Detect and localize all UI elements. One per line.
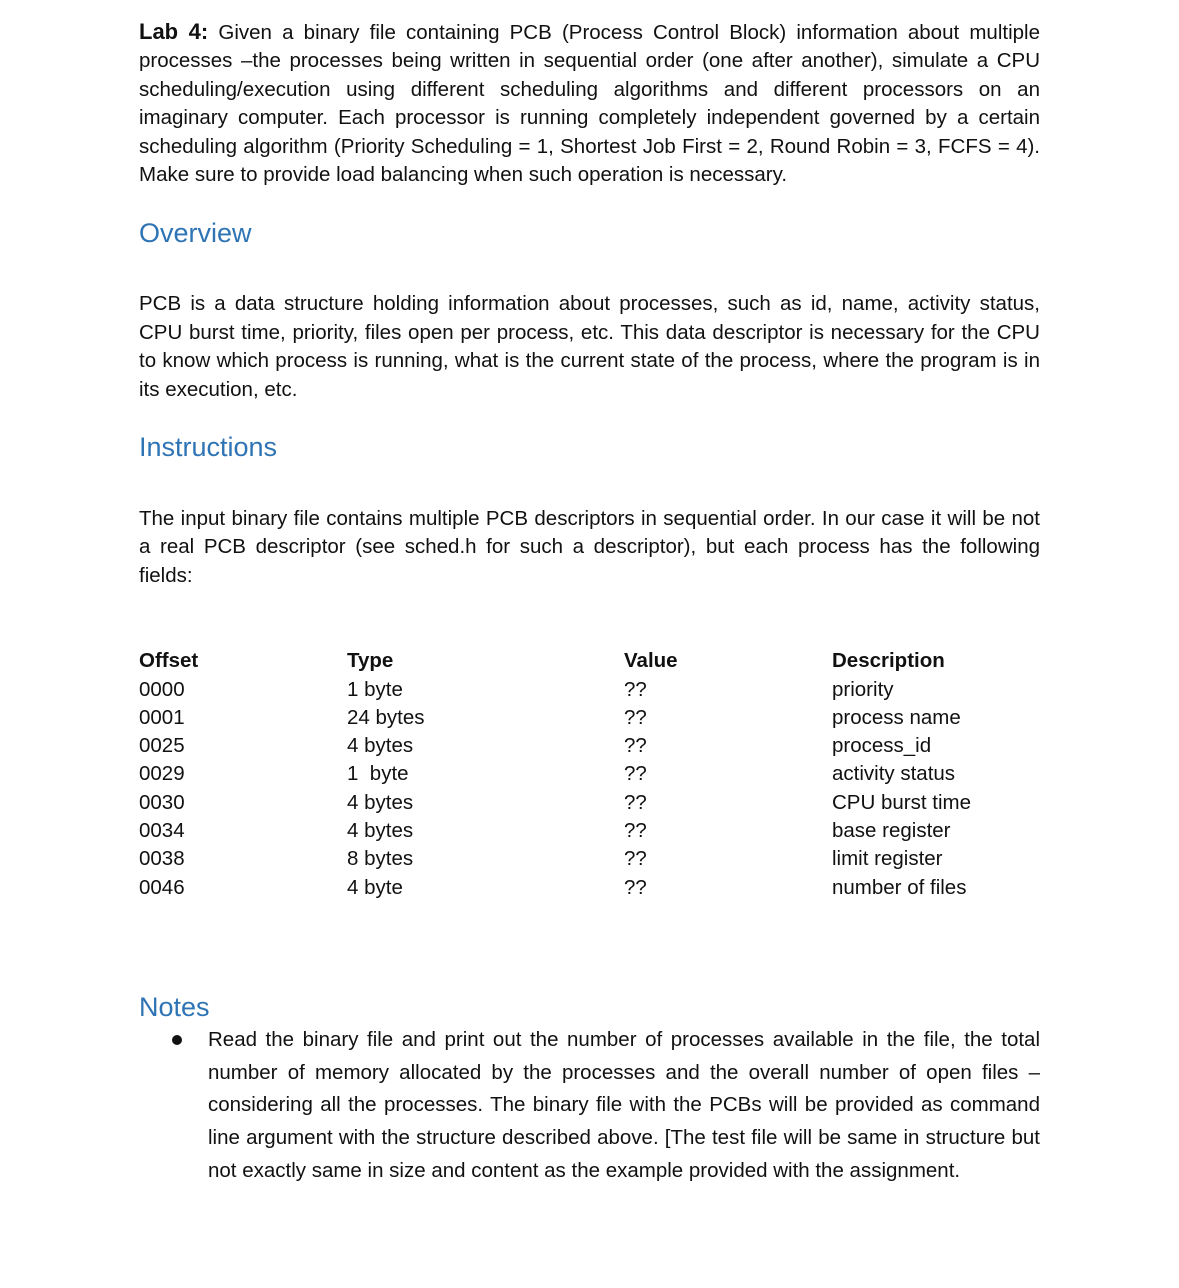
table-row: [139, 817, 1040, 845]
cell-value: ??: [624, 677, 647, 701]
instructions-paragraph: The input binary file contains multiple PCB descriptors in sequential order. In our case it will be not a real PCB descriptor (see sched.h for such a descriptor), but each process has the following fields:: [139, 507, 1040, 587]
cell-type: 4 bytes: [347, 790, 414, 814]
intro-text: Given a binary file containing PCB (Process Control Block) information about multiple processes –the processes being written in sequential order (one after another), simulate a CPU scheduling/execution using different scheduling algorithms and different processors on an imaginary computer. Each processor is running completely independent governed by a certain scheduling algorithm (Priority Scheduling = 1, Shortest Job First = 2, Round Robin = 3, FCFS = 4). Make sure to provide load balancing when such operation is necessary.: [139, 21, 1040, 187]
cell-value: ??: [624, 762, 647, 786]
note-text: Read the binary file and print out the number of processes available in the file, the total number of memory allocated by the processes and the overall number of open files – considering all the processes. The binary file with the PCBs will be provided as command line argument with the structure described above. [The test file will be same in structure but not exactly same in size and content as the example provided with the assignment.: [208, 1027, 1040, 1182]
instructions-heading: Instructions: [139, 432, 278, 463]
cell-description: limit register: [832, 847, 943, 871]
table-row: [139, 704, 1040, 732]
cell-offset: 0025: [139, 734, 185, 758]
notes-list: [139, 1024, 1040, 1188]
document-page: [139, 18, 1040, 1187]
table-header-row: [139, 647, 1040, 675]
table-row: [139, 845, 1040, 873]
cell-value: ??: [624, 705, 647, 729]
table-row: [139, 732, 1040, 760]
table-row: [139, 760, 1040, 788]
cell-offset: 0000: [139, 677, 185, 701]
cell-value: ??: [624, 819, 647, 843]
cell-offset: 0038: [139, 847, 185, 871]
list-item: [139, 1024, 1040, 1188]
cell-type: 4 bytes: [347, 819, 414, 843]
cell-value: ??: [624, 875, 647, 899]
header-offset: Offset: [139, 649, 199, 673]
cell-offset: 0034: [139, 819, 185, 843]
cell-description: process_id: [832, 734, 932, 758]
cell-description: base register: [832, 819, 951, 843]
table-row: [139, 789, 1040, 817]
cell-type: 1 byte: [347, 762, 409, 786]
overview-heading: Overview: [139, 218, 252, 249]
cell-description: process name: [832, 705, 961, 729]
cell-type: 4 bytes: [347, 734, 414, 758]
pcb-fields-table: [139, 647, 1040, 902]
cell-type: 24 bytes: [347, 705, 425, 729]
cell-value: ??: [624, 790, 647, 814]
cell-type: 4 byte: [347, 875, 403, 899]
table-row: [139, 874, 1040, 902]
notes-heading: Notes: [139, 991, 210, 1022]
cell-offset: 0029: [139, 762, 185, 786]
header-value: Value: [624, 649, 678, 673]
overview-paragraph: PCB is a data structure holding information about processes, such as id, name, activity status, CPU burst time, priority, files open per process, etc. This data descriptor is necessary for the CPU to know which process is running, what is the current state of the process, where the program is in its execution, etc.: [139, 292, 1040, 401]
cell-offset: 0030: [139, 790, 185, 814]
cell-description: priority: [832, 677, 894, 701]
cell-offset: 0001: [139, 705, 185, 729]
header-type: Type: [347, 649, 394, 673]
cell-value: ??: [624, 734, 647, 758]
cell-type: 1 byte: [347, 677, 403, 701]
cell-offset: 0046: [139, 875, 185, 899]
cell-description: activity status: [832, 762, 956, 786]
cell-description: CPU burst time: [832, 790, 971, 814]
cell-type: 8 bytes: [347, 847, 414, 871]
intro-paragraph: [139, 18, 1040, 189]
bullet-icon: [172, 1035, 182, 1045]
cell-description: number of files: [832, 875, 967, 899]
lab-label: Lab 4:: [139, 19, 209, 44]
cell-value: ??: [624, 847, 647, 871]
header-description: Description: [832, 649, 945, 673]
table-row: [139, 676, 1040, 704]
